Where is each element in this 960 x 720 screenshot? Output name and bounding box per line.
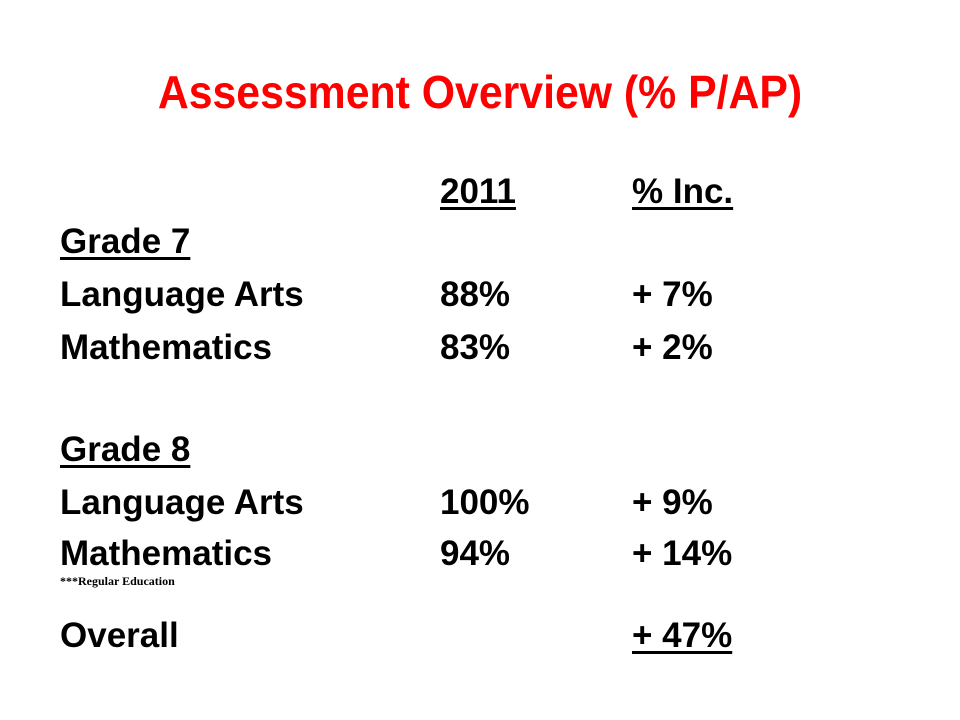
score-value: 83% [440,328,511,367]
subject-label: Mathematics [60,328,273,367]
overall-increase: + 47% [632,616,733,655]
grade7-heading-row [0,220,960,268]
subject-label: Language Arts [60,483,304,522]
overall-row [0,614,960,662]
score-value: 100% [440,483,530,522]
table-row [0,273,960,321]
score-value: 94% [440,534,511,573]
table-row [0,326,960,374]
increase-value: + 9% [632,483,713,522]
score-value: 88% [440,275,511,314]
increase-value: + 14% [632,534,733,573]
increase-value: + 2% [632,328,713,367]
subject-label: Mathematics [60,534,273,573]
subject-label: Language Arts [60,275,304,314]
slide-title: Assessment Overview (% P/AP) [157,66,803,118]
grade8-heading-row [0,428,960,476]
overall-label: Overall [60,616,179,655]
table-row [0,481,960,529]
grade8-heading: Grade 8 [60,430,191,469]
column-header-year: 2011 [440,172,516,211]
increase-value: + 7% [632,275,713,314]
footnote: ***Regular Education [60,574,175,588]
table-row [0,532,960,580]
column-header-increase: % Inc. [632,172,734,211]
header-row [0,170,960,218]
grade7-heading: Grade 7 [60,222,191,261]
